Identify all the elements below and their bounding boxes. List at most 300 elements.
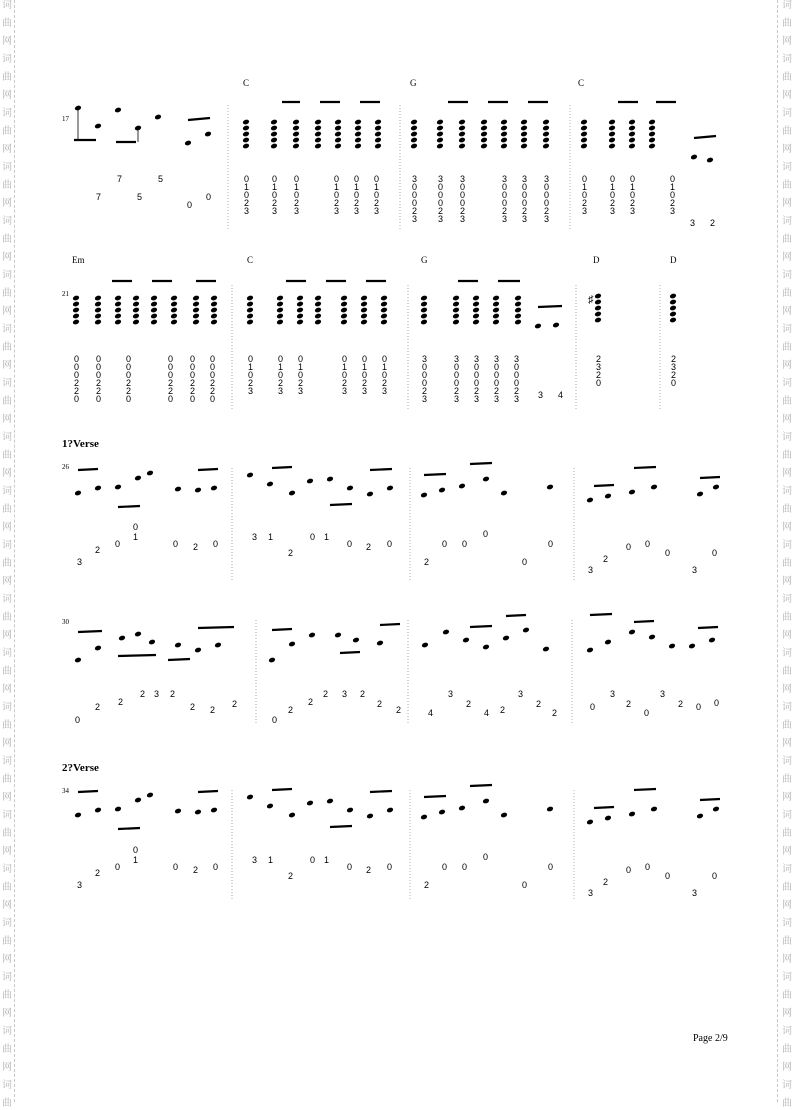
tab-number: 0 [210,354,216,364]
watermark-glyph: 词 [782,486,792,497]
notehead [420,295,428,302]
tab-number: 3 [438,214,444,224]
tab-number: 3 [354,206,360,216]
watermark-glyph: 词 [2,108,12,119]
beam [594,807,614,808]
tab-number: 0 [342,370,348,380]
tab-number: 3 [544,214,550,224]
notehead [604,639,612,646]
tab-number: 0 [126,370,132,380]
watermark-glyph: 词 [782,918,792,929]
tab-number: 0 [173,539,179,549]
chord-symbol: C [243,78,250,88]
tab-number: 2 [500,705,506,715]
notehead [669,305,677,312]
notehead [482,798,490,805]
tab-number: 3 [298,386,304,396]
tab-number: 1 [582,182,588,192]
watermark-glyph: 词 [782,432,792,443]
watermark-glyph: 词 [782,1026,792,1037]
tab-number: 2 [190,386,196,396]
tab-number: 2 [294,198,300,208]
notehead [696,813,704,820]
tab-number: 0 [298,370,304,380]
tab-number: 2 [671,370,677,380]
beam [78,631,102,632]
notehead [346,807,354,814]
notehead [276,301,284,308]
notehead [174,486,182,493]
tab-number: 3 [518,689,524,699]
tab-number: 3 [460,174,466,184]
tab-number: 0 [696,702,702,712]
watermark-glyph: 网 [782,846,792,857]
watermark-glyph: 词 [2,162,12,173]
tab-number: 0 [442,862,448,872]
notehead [438,809,446,816]
tab-number: 0 [626,865,632,875]
watermark-glyph: 词 [782,1080,792,1091]
tab-number: 0 [248,370,254,380]
beam [198,627,234,628]
watermark-glyph: 曲 [782,504,792,515]
watermark-glyph: 词 [782,270,792,281]
notehead [542,143,550,150]
tab-number: 0 [438,190,444,200]
watermark-glyph: 曲 [2,72,12,83]
tab-number: 0 [362,370,368,380]
tab-number: 0 [210,370,216,380]
notehead [170,307,178,314]
tab-number: 0 [460,182,466,192]
notehead [114,107,122,114]
tab-number: 0 [126,354,132,364]
watermark-glyph: 词 [782,162,792,173]
watermark-glyph: 词 [782,648,792,659]
notehead [150,313,158,320]
tab-number: 3 [588,888,594,898]
notehead [292,119,300,126]
notehead [580,131,588,138]
notehead [270,119,278,126]
watermark-glyph: 网 [782,522,792,533]
notehead [74,657,82,664]
notehead [150,319,158,326]
notehead [668,643,676,650]
tab-number: 0 [460,198,466,208]
watermark-glyph: 网 [2,360,12,371]
section-label: 1?Verse [62,438,99,450]
tab-number: 2 [460,206,466,216]
tab-number: 3 [460,214,466,224]
notehead [276,319,284,326]
notehead [648,137,656,144]
notehead [276,307,284,314]
notehead [420,814,428,821]
notehead [500,119,508,126]
notehead [472,319,480,326]
tab-number: 0 [462,862,468,872]
tab-number: 0 [96,362,102,372]
tab-number: 0 [244,190,250,200]
tab-number: 1 [248,362,254,372]
tab-number: 1 [610,182,616,192]
tab-number: 3 [514,354,520,364]
watermark-glyph: 网 [782,468,792,479]
tab-number: 3 [448,689,454,699]
tab-number: 2 [362,378,368,388]
beam [198,469,218,470]
watermark-glyph: 曲 [782,234,792,245]
watermark-glyph: 曲 [2,990,12,1001]
notehead [334,632,342,639]
notehead [314,125,322,132]
notehead [276,295,284,302]
notehead [210,485,218,492]
tab-number: 1 [342,362,348,372]
tab-number: 2 [298,378,304,388]
watermark-glyph: 网 [782,198,792,209]
tab-number: 0 [670,174,676,184]
watermark-glyph: 网 [782,954,792,965]
tab-number: 1 [362,362,368,372]
notehead [326,476,334,483]
notehead [340,313,348,320]
notehead [374,119,382,126]
tab-number: 3 [252,532,258,542]
watermark-glyph: 曲 [2,18,12,29]
notehead [410,131,418,138]
notehead [580,125,588,132]
notehead [184,140,192,147]
notehead [546,484,554,491]
notehead [340,301,348,308]
watermark-glyph: 网 [782,738,792,749]
tab-number: 2 [438,206,444,216]
beam [634,789,656,790]
notehead [500,812,508,819]
tab-number: 0 [382,370,388,380]
tab-number: 2 [210,386,216,396]
notehead [500,143,508,150]
tab-number: 0 [387,539,393,549]
notehead [436,119,444,126]
notehead [452,307,460,314]
watermark-glyph: 曲 [2,774,12,785]
tab-number: 3 [502,214,508,224]
tab-number: 2 [422,386,428,396]
notehead [246,472,254,479]
watermark-glyph: 词 [2,486,12,497]
watermark-glyph: 网 [2,954,12,965]
watermark-glyph: 曲 [2,126,12,137]
notehead [608,143,616,150]
notehead [192,319,200,326]
tab-number: 0 [483,852,489,862]
tab-number: 2 [522,206,528,216]
notehead [114,806,122,813]
tab-number: 0 [544,182,550,192]
tab-number: 0 [483,529,489,539]
tab-number: 1 [630,182,636,192]
notehead [690,154,698,161]
watermark-glyph: 曲 [2,180,12,191]
beam [370,469,392,470]
beam [594,485,614,486]
notehead [360,295,368,302]
tab-number: 2 [494,386,500,396]
watermark-glyph: 网 [2,90,12,101]
notehead [360,301,368,308]
notehead [500,137,508,144]
notehead [712,806,720,813]
tab-number: 2 [74,378,80,388]
watermark-glyph: 曲 [782,828,792,839]
notehead [360,313,368,320]
notehead [366,491,374,498]
notehead [500,125,508,132]
beam [272,629,292,630]
tab-number: 0 [462,539,468,549]
tab-number: 0 [474,378,480,388]
tab-number: 2 [678,699,684,709]
tab-number: 0 [310,855,316,865]
tab-number: 1 [244,182,250,192]
tab-number: 0 [173,862,179,872]
notehead [242,137,250,144]
tab-number: 3 [494,354,500,364]
watermark-glyph: 网 [2,468,12,479]
beam [424,474,446,475]
beam [188,118,210,120]
tab-number: 0 [422,362,428,372]
notehead [458,137,466,144]
tab-number: 0 [115,862,121,872]
notehead [380,319,388,326]
tab-number: 2 [248,378,254,388]
notehead [314,295,322,302]
watermark-glyph: 词 [782,594,792,605]
watermark-glyph: 词 [2,270,12,281]
tab-number: 2 [552,708,558,718]
watermark-glyph: 词 [782,702,792,713]
notehead [669,317,677,324]
tab-number: 0 [474,370,480,380]
tab-number: 0 [210,394,216,404]
notehead [242,119,250,126]
tab-number: 1 [272,182,278,192]
tab-number: 3 [538,390,544,400]
measure-number: 21 [62,290,69,298]
notehead [270,137,278,144]
notehead [340,319,348,326]
notehead [210,301,218,308]
watermark-glyph: 词 [2,918,12,929]
watermark-glyph: 词 [2,324,12,335]
notehead [134,475,142,482]
tab-number: 0 [442,539,448,549]
notehead [438,487,446,494]
watermark-glyph: 词 [2,378,12,389]
tab-number: 3 [77,880,83,890]
tab-number: 0 [354,174,360,184]
beam [330,504,352,505]
beam [590,614,612,615]
notehead [608,131,616,138]
tab-number: 3 [422,394,428,404]
watermark-glyph: 网 [782,90,792,101]
tab-number: 3 [342,689,348,699]
notehead [288,641,296,648]
beam [78,791,98,792]
tab-number: 0 [347,539,353,549]
notehead [210,313,218,320]
watermark-glyph: 词 [2,648,12,659]
notehead [94,295,102,302]
notehead [648,125,656,132]
tab-number: 3 [474,354,480,364]
tab-number: 0 [168,394,174,404]
notehead [608,125,616,132]
beam [168,659,190,660]
notehead [174,808,182,815]
tab-number: 1 [133,855,139,865]
notehead [648,131,656,138]
notehead [492,301,500,308]
tab-number: 3 [454,394,460,404]
tab-number: 3 [610,206,616,216]
notehead [696,491,704,498]
tab-number: 0 [522,190,528,200]
tab-number: 0 [474,362,480,372]
tab-number: 3 [272,206,278,216]
tab-number: 2 [396,705,402,715]
tab-number: 0 [342,354,348,364]
tab-number: 0 [190,354,196,364]
tab-number: 0 [96,370,102,380]
notehead [410,125,418,132]
watermark-glyph: 曲 [2,1098,12,1109]
tab-number: 2 [288,705,294,715]
notehead [210,295,218,302]
tab-number: 0 [96,354,102,364]
tab-number: 3 [522,174,528,184]
notehead [242,131,250,138]
tab-number: 0 [213,862,219,872]
tab-number: 0 [74,354,80,364]
watermark-glyph: 曲 [782,72,792,83]
tab-number: 4 [428,708,434,718]
watermark-glyph: 词 [2,702,12,713]
notehead [669,299,677,306]
watermark-glyph: 网 [782,36,792,47]
notehead [492,307,500,314]
notehead [480,131,488,138]
notehead [628,629,636,636]
notehead [421,642,429,649]
tab-number: 1 [374,182,380,192]
notehead [608,137,616,144]
tab-number: 0 [522,198,528,208]
tab-number: 0 [645,862,651,872]
watermark-glyph: 网 [782,360,792,371]
tab-number: 0 [630,174,636,184]
notehead [452,301,460,308]
notehead [288,490,296,497]
notehead [552,322,560,329]
tab-number: 0 [168,354,174,364]
notehead [118,635,126,642]
tab-number: 0 [190,362,196,372]
notehead [114,313,122,320]
watermark-glyph: 网 [2,306,12,317]
watermark-glyph: 曲 [2,828,12,839]
beam [380,624,400,625]
notehead [192,313,200,320]
tab-number: 0 [712,871,718,881]
tab-number: 0 [206,192,212,202]
watermark-glyph: 词 [2,432,12,443]
tab-number: 2 [342,378,348,388]
notehead [270,131,278,138]
tab-number: 0 [548,862,554,872]
tab-number: 3 [438,174,444,184]
notehead [492,313,500,320]
beam [634,621,654,622]
notehead [170,295,178,302]
measure-number: 26 [62,463,69,471]
tab-number: 0 [460,190,466,200]
watermark-glyph: 网 [2,738,12,749]
tab-number: 0 [294,174,300,184]
notehead [480,137,488,144]
notehead [306,800,314,807]
tab-number: 2 [596,354,602,364]
tab-number: 0 [387,862,393,872]
tab-number: 3 [692,888,698,898]
notehead [580,119,588,126]
watermark-glyph: 词 [782,540,792,551]
tab-number: 2 [474,386,480,396]
notehead [480,143,488,150]
tab-number: 2 [366,542,372,552]
notehead [420,313,428,320]
tab-number: 5 [158,174,164,184]
notehead [174,642,182,649]
watermark-glyph: 网 [782,252,792,263]
watermark-glyph: 网 [2,414,12,425]
watermark-glyph: 曲 [782,720,792,731]
watermark-glyph: 网 [782,144,792,155]
tab-number: 0 [596,378,602,388]
watermark-glyph: 词 [2,972,12,983]
tab-number: 2 [126,386,132,396]
tab-number: 2 [514,386,520,396]
tab-number: 2 [288,548,294,558]
notehead [132,313,140,320]
tab-number: 2 [354,198,360,208]
tab-number: 1 [382,362,388,372]
tab-number: 0 [502,182,508,192]
watermark-glyph: 曲 [782,882,792,893]
tab-number: 1 [278,362,284,372]
tab-number: 7 [117,174,123,184]
notehead [480,125,488,132]
tab-number: 2 [466,699,472,709]
tab-number: 0 [626,542,632,552]
notehead [154,114,162,121]
notehead [380,307,388,314]
